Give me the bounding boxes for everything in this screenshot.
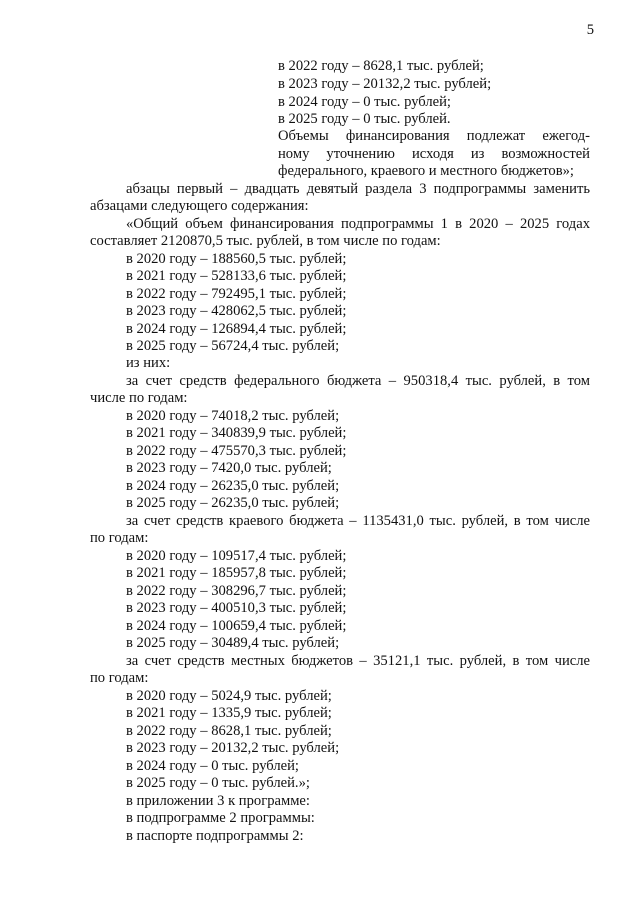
federal-line: числе по годам: <box>90 390 188 406</box>
regional-year-item: в 2025 году – 30489,4 тыс. рублей; <box>126 635 340 651</box>
top-list-item: в 2025 году – 0 тыс. рублей. <box>278 111 451 127</box>
note-line: ному уточнению исходя из возможностей <box>278 146 590 162</box>
total-year-item: в 2022 году – 792495,1 тыс. рублей; <box>126 286 347 302</box>
note-line: Объемы финансирования подлежат ежегод- <box>278 128 590 144</box>
local-year-item: в 2020 году – 5024,9 тыс. рублей; <box>126 688 332 704</box>
top-list-item: в 2023 году – 20132,2 тыс. рублей; <box>278 76 492 92</box>
federal-year-item: в 2021 году – 340839,9 тыс. рублей; <box>126 425 347 441</box>
total-line: составляет 2120870,5 тыс. рублей, в том числе по годам: <box>90 233 441 249</box>
local-year-item: в 2024 году – 0 тыс. рублей; <box>126 758 299 774</box>
total-year-item: в 2025 году – 56724,4 тыс. рублей; <box>126 338 340 354</box>
federal-year-item: в 2024 году – 26235,0 тыс. рублей; <box>126 478 340 494</box>
federal-line: за счет средств федерального бюджета – 950318,4 тыс. рублей, в том <box>126 373 590 389</box>
replace-line: абзацы первый – двадцать девятый раздела 3 подпрограммы заменить <box>126 181 590 197</box>
closing-line: в паспорте подпрограммы 2: <box>126 828 304 844</box>
replace-line: абзацами следующего содержания: <box>90 198 309 214</box>
regional-year-item: в 2022 году – 308296,7 тыс. рублей; <box>126 583 347 599</box>
closing-line: в подпрограмме 2 программы: <box>126 810 315 826</box>
federal-year-item: в 2020 году – 74018,2 тыс. рублей; <box>126 408 340 424</box>
local-line: по годам: <box>90 670 149 686</box>
regional-year-item: в 2021 году – 185957,8 тыс. рублей; <box>126 565 347 581</box>
local-year-item: в 2022 году – 8628,1 тыс. рублей; <box>126 723 332 739</box>
regional-line: по годам: <box>90 530 149 546</box>
federal-year-item: в 2023 году – 7420,0 тыс. рублей; <box>126 460 332 476</box>
total-year-item: в 2024 году – 126894,4 тыс. рублей; <box>126 321 347 337</box>
regional-year-item: в 2024 году – 100659,4 тыс. рублей; <box>126 618 347 634</box>
closing-line: в приложении 3 к программе: <box>126 793 310 809</box>
top-list-item: в 2024 году – 0 тыс. рублей; <box>278 94 451 110</box>
federal-year-item: в 2022 году – 475570,3 тыс. рублей; <box>126 443 347 459</box>
page-number: 5 <box>586 22 594 38</box>
total-year-item: в 2021 году – 528133,6 тыс. рублей; <box>126 268 347 284</box>
of-them-label: из них: <box>126 355 171 371</box>
regional-year-item: в 2023 году – 400510,3 тыс. рублей; <box>126 600 347 616</box>
local-year-item: в 2025 году – 0 тыс. рублей.»; <box>126 775 310 791</box>
total-line: «Общий объем финансирования подпрограммы 1 в 2020 – 2025 годах <box>126 216 590 232</box>
note-line: федерального, краевого и местного бюджетов»; <box>278 163 574 179</box>
regional-line: за счет средств краевого бюджета – 1135431,0 тыс. рублей, в том числе <box>126 513 590 529</box>
local-year-item: в 2021 году – 1335,9 тыс. рублей; <box>126 705 332 721</box>
regional-year-item: в 2020 году – 109517,4 тыс. рублей; <box>126 548 347 564</box>
total-year-item: в 2020 году – 188560,5 тыс. рублей; <box>126 251 347 267</box>
total-year-item: в 2023 году – 428062,5 тыс. рублей; <box>126 303 347 319</box>
local-line: за счет средств местных бюджетов – 35121,1 тыс. рублей, в том числе <box>126 653 590 669</box>
top-list-item: в 2022 году – 8628,1 тыс. рублей; <box>278 58 484 74</box>
local-year-item: в 2023 году – 20132,2 тыс. рублей; <box>126 740 340 756</box>
federal-year-item: в 2025 году – 26235,0 тыс. рублей; <box>126 495 340 511</box>
